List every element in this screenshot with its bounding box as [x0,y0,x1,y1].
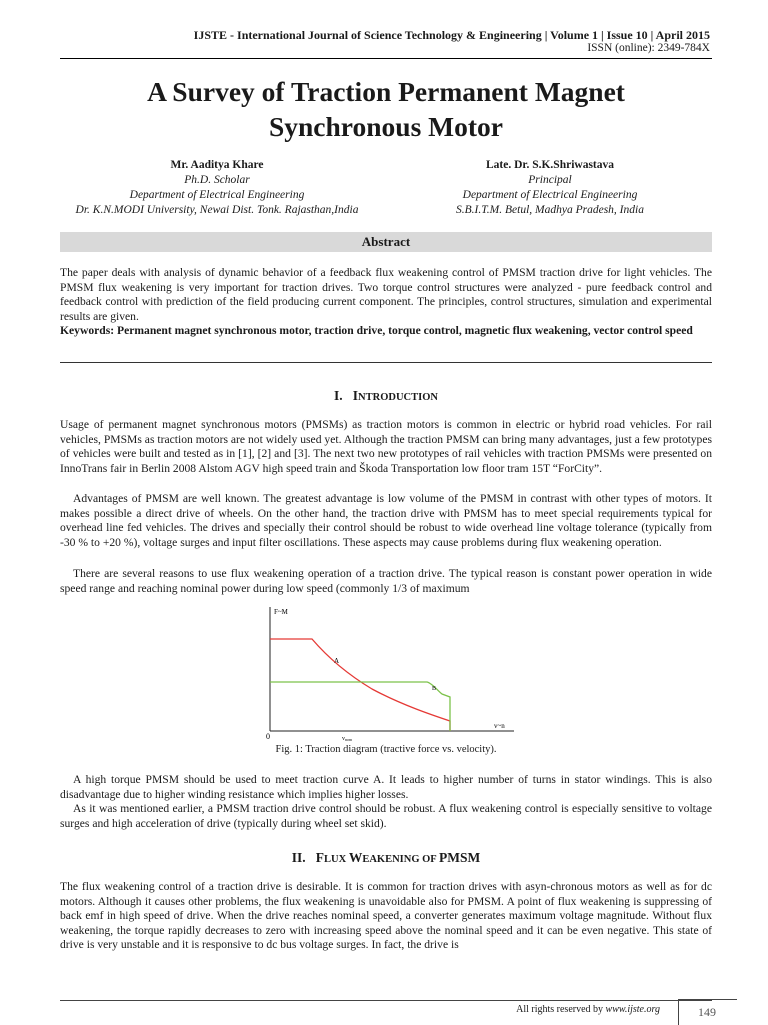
keywords: Keywords: Permanent magnet synchronous motor, traction drive, torque control, magnetic flux weakening, vector control speed [60,324,693,338]
abstract-body: The paper deals with analysis of dynamic behavior of a feedback flux weakening control of PMSM traction drive for light vehicles. The PMSM flux weakening is very important for traction drives. Two torque control structures were analyzed - pure feedback control and feedback control with prediction of the field producing current component. The principles, control structures, simulation and experimental results are given. [60,266,712,323]
intro-paragraph-3: There are several reasons to use flux weakening operation of a traction drive. The typical reason is constant power operation in wide speed range and reaching nominal power during low speed (commonly 1/3 of maximum [60,567,712,595]
journal-url-link[interactable]: www.ijste.org [605,1004,660,1015]
author-name: Late. Dr. S.K.Shriwastava [486,159,614,171]
title-tail: PMSM [438,850,481,865]
abstract-text [60,266,712,339]
section-heading-flux-weakening [60,850,712,868]
abstract-heading: Abstract [60,232,712,252]
header-rule [60,58,712,59]
footer-rights [516,1004,660,1016]
author-role: Ph.D. Scholar [184,174,250,186]
section-number: I. [334,388,343,403]
curve-b-label: B [432,686,437,692]
section-title-initial: I [352,388,359,403]
author-role: Principal [528,174,572,186]
y-axis-label: F~M [274,608,288,616]
intro-paragraph-4: A high torque PMSM should be used to meet traction curve A. It leads to higher number of turns in stator windings. This is also disadvantage due to higher winding resistance which implies higher losses. [60,773,712,801]
flux-paragraph-1: The flux weakening control of a traction drive is desirable. It is common for traction drives with asyn-chronous motors as well as for dc motors. Although it causes other problems, the flux weakening is unavoidable also for PMSM. A point of flux weakening is suppressing of back emf in high speed of drive. When the drive reaches nominal speed, a converter generates maximum voltage magnitude. Without flux weakening, the torque rapidly decreases to zero with increasing speed above the nominal speed and it can be even negative. This state of drive is very unstable and it is responsive to dc bus voltage surges. In fact, the drive is [60,880,712,952]
paper-title [60,74,712,144]
author-1 [52,158,382,218]
figure-caption: Fig. 1: Traction diagram (tractive force vs. velocity). [275,744,497,755]
intro-paragraph-2: Advantages of PMSM are well known. The greatest advantage is low volume of the PMSM in contrast with other types of motors. It makes possible a direct drive of wheels. On the other hand, the traction drive with PMSM has to meet special requirements typical for overhead line fed vehicles. The drives and specially their control should be robust to wide overhead line voltage tolerance (typically from -30 % to +20 %), voltage surges and input filter oscillations. These aspects may cause problems during flux weakening operation. [60,492,712,549]
author-affiliation: Dr. K.N.MODI University, Newai Dist. Tonk. Rajasthan,India [75,204,359,216]
author-department: Department of Electrical Engineering [129,189,305,201]
x-tick-label: vnom [342,736,353,742]
author-department: Department of Electrical Engineering [462,189,638,201]
page-number: 149 [698,1005,716,1019]
title-rest-2: EAKENING OF [362,854,439,865]
journal-header: IJSTE - International Journal of Science Technology & Engineering | Volume 1 | Issue 10 | April 2015 [193,28,710,42]
intro-paragraph-1: Usage of permanent magnet synchronous motors (PMSMs) as traction motors is common in electric or hybrid road vehicles. For rail vehicles, PMSMs as traction motors are not widely used yet. Although the traction PMSM can bring many advantages, just a few prototypes of vehicles were built and tested as in [1], [2] and [3]. The next two new prototypes of rail vehicles with traction PMSMs were presented on InnoTrans fair in Berlin 2008 Alstom AGV high speed train and Škoda Transportation low floor tram 15T “ForCity”. [60,418,712,475]
curve-b [270,682,450,731]
abstract-divider [60,362,712,363]
curve-a-label: A [334,657,340,665]
author-2 [385,158,715,218]
traction-diagram [262,603,522,743]
author-affiliation: S.B.I.T.M. Betul, Madhya Pradesh, India [456,204,644,216]
x-axis-label: v~n [494,722,505,730]
origin-label: 0 [266,732,270,741]
footer-rule [60,1000,712,1001]
title-line-1: A Survey of Traction Permanent Magnet [147,76,625,107]
intro-paragraph-5: As it was mentioned earlier, a PMSM traction drive control should be robust. A flux weakening control is especially sensitive to voltage surges and high acceleration of drive (typically during wheel set skid). [60,802,712,830]
curve-a [270,639,450,731]
title-initial-w: W [348,850,363,865]
section-number: II. [291,850,306,865]
author-name: Mr. Aaditya Khare [170,159,264,171]
title-rest-1: LUX [324,854,349,865]
section-heading-introduction [60,388,712,406]
issn-line: ISSN (online): 2349-784X [587,42,710,54]
traction-diagram-svg [262,603,522,743]
title-line-2: Synchronous Motor [268,111,504,142]
title-initial-f: F [315,850,325,865]
rights-text: All rights reserved by [516,1004,606,1015]
section-title-rest: NTRODUCTION [358,392,438,403]
